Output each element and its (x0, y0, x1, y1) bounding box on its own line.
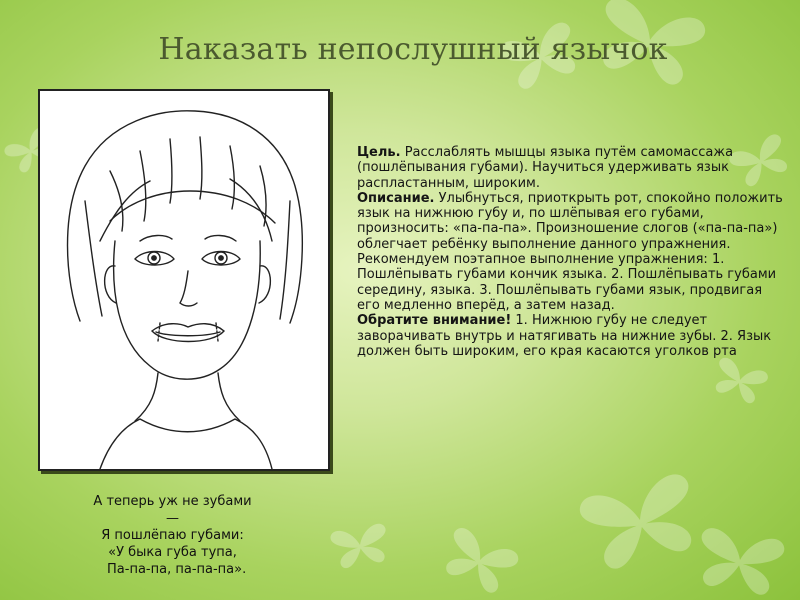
description-label: Описание. (357, 190, 435, 206)
attention-label: Обратите внимание! (357, 313, 512, 329)
poem-line: «У быка губа тупа, (108, 545, 237, 560)
poem (40, 493, 305, 578)
goal-label: Цель. (357, 145, 401, 160)
exercise-description (357, 145, 787, 359)
attention-text: 1. Нижнюю губу не следует заворачивать внутрь и натягивать на нижние зубы. 2. Язык должен быть широким, его края касаются уголков рта (357, 313, 772, 359)
goal-text: Расслаблять мышцы языка путём самомассажа (пошлёпывания губами). Научиться удерживать язык распластанным, широким. (357, 145, 734, 191)
child-face-illustration (38, 89, 330, 471)
poem-line: Я пошлёпаю губами: (101, 528, 244, 543)
poem-line: — (166, 511, 179, 526)
description-text: Улыбнуться, приоткрыть рот, спокойно положить язык на нижнюю губу и, по шлёпывая его губами, произносить: «па-па-па». Произношение слогов («па-па-па») облегчает ребёнку выполнение данного упражнения. Рекомендуем поэтапное выполнение упражнения: 1. Пошлёпывать губами кончик языка. 2. Пошлёпывать губами середину, языка. 3. Пошлёпывать губами язык, продвигая его медленно вперёд, а затем назад. (357, 190, 783, 313)
goal-paragraph (357, 145, 787, 191)
poem-line: Па-па-па, па-па-па». (98, 562, 247, 577)
description-paragraph (357, 191, 787, 313)
poem-line: А теперь уж не зубами (93, 494, 252, 509)
slide-title: Наказать непослушный язычок (158, 32, 668, 67)
attention-paragraph (357, 313, 787, 359)
